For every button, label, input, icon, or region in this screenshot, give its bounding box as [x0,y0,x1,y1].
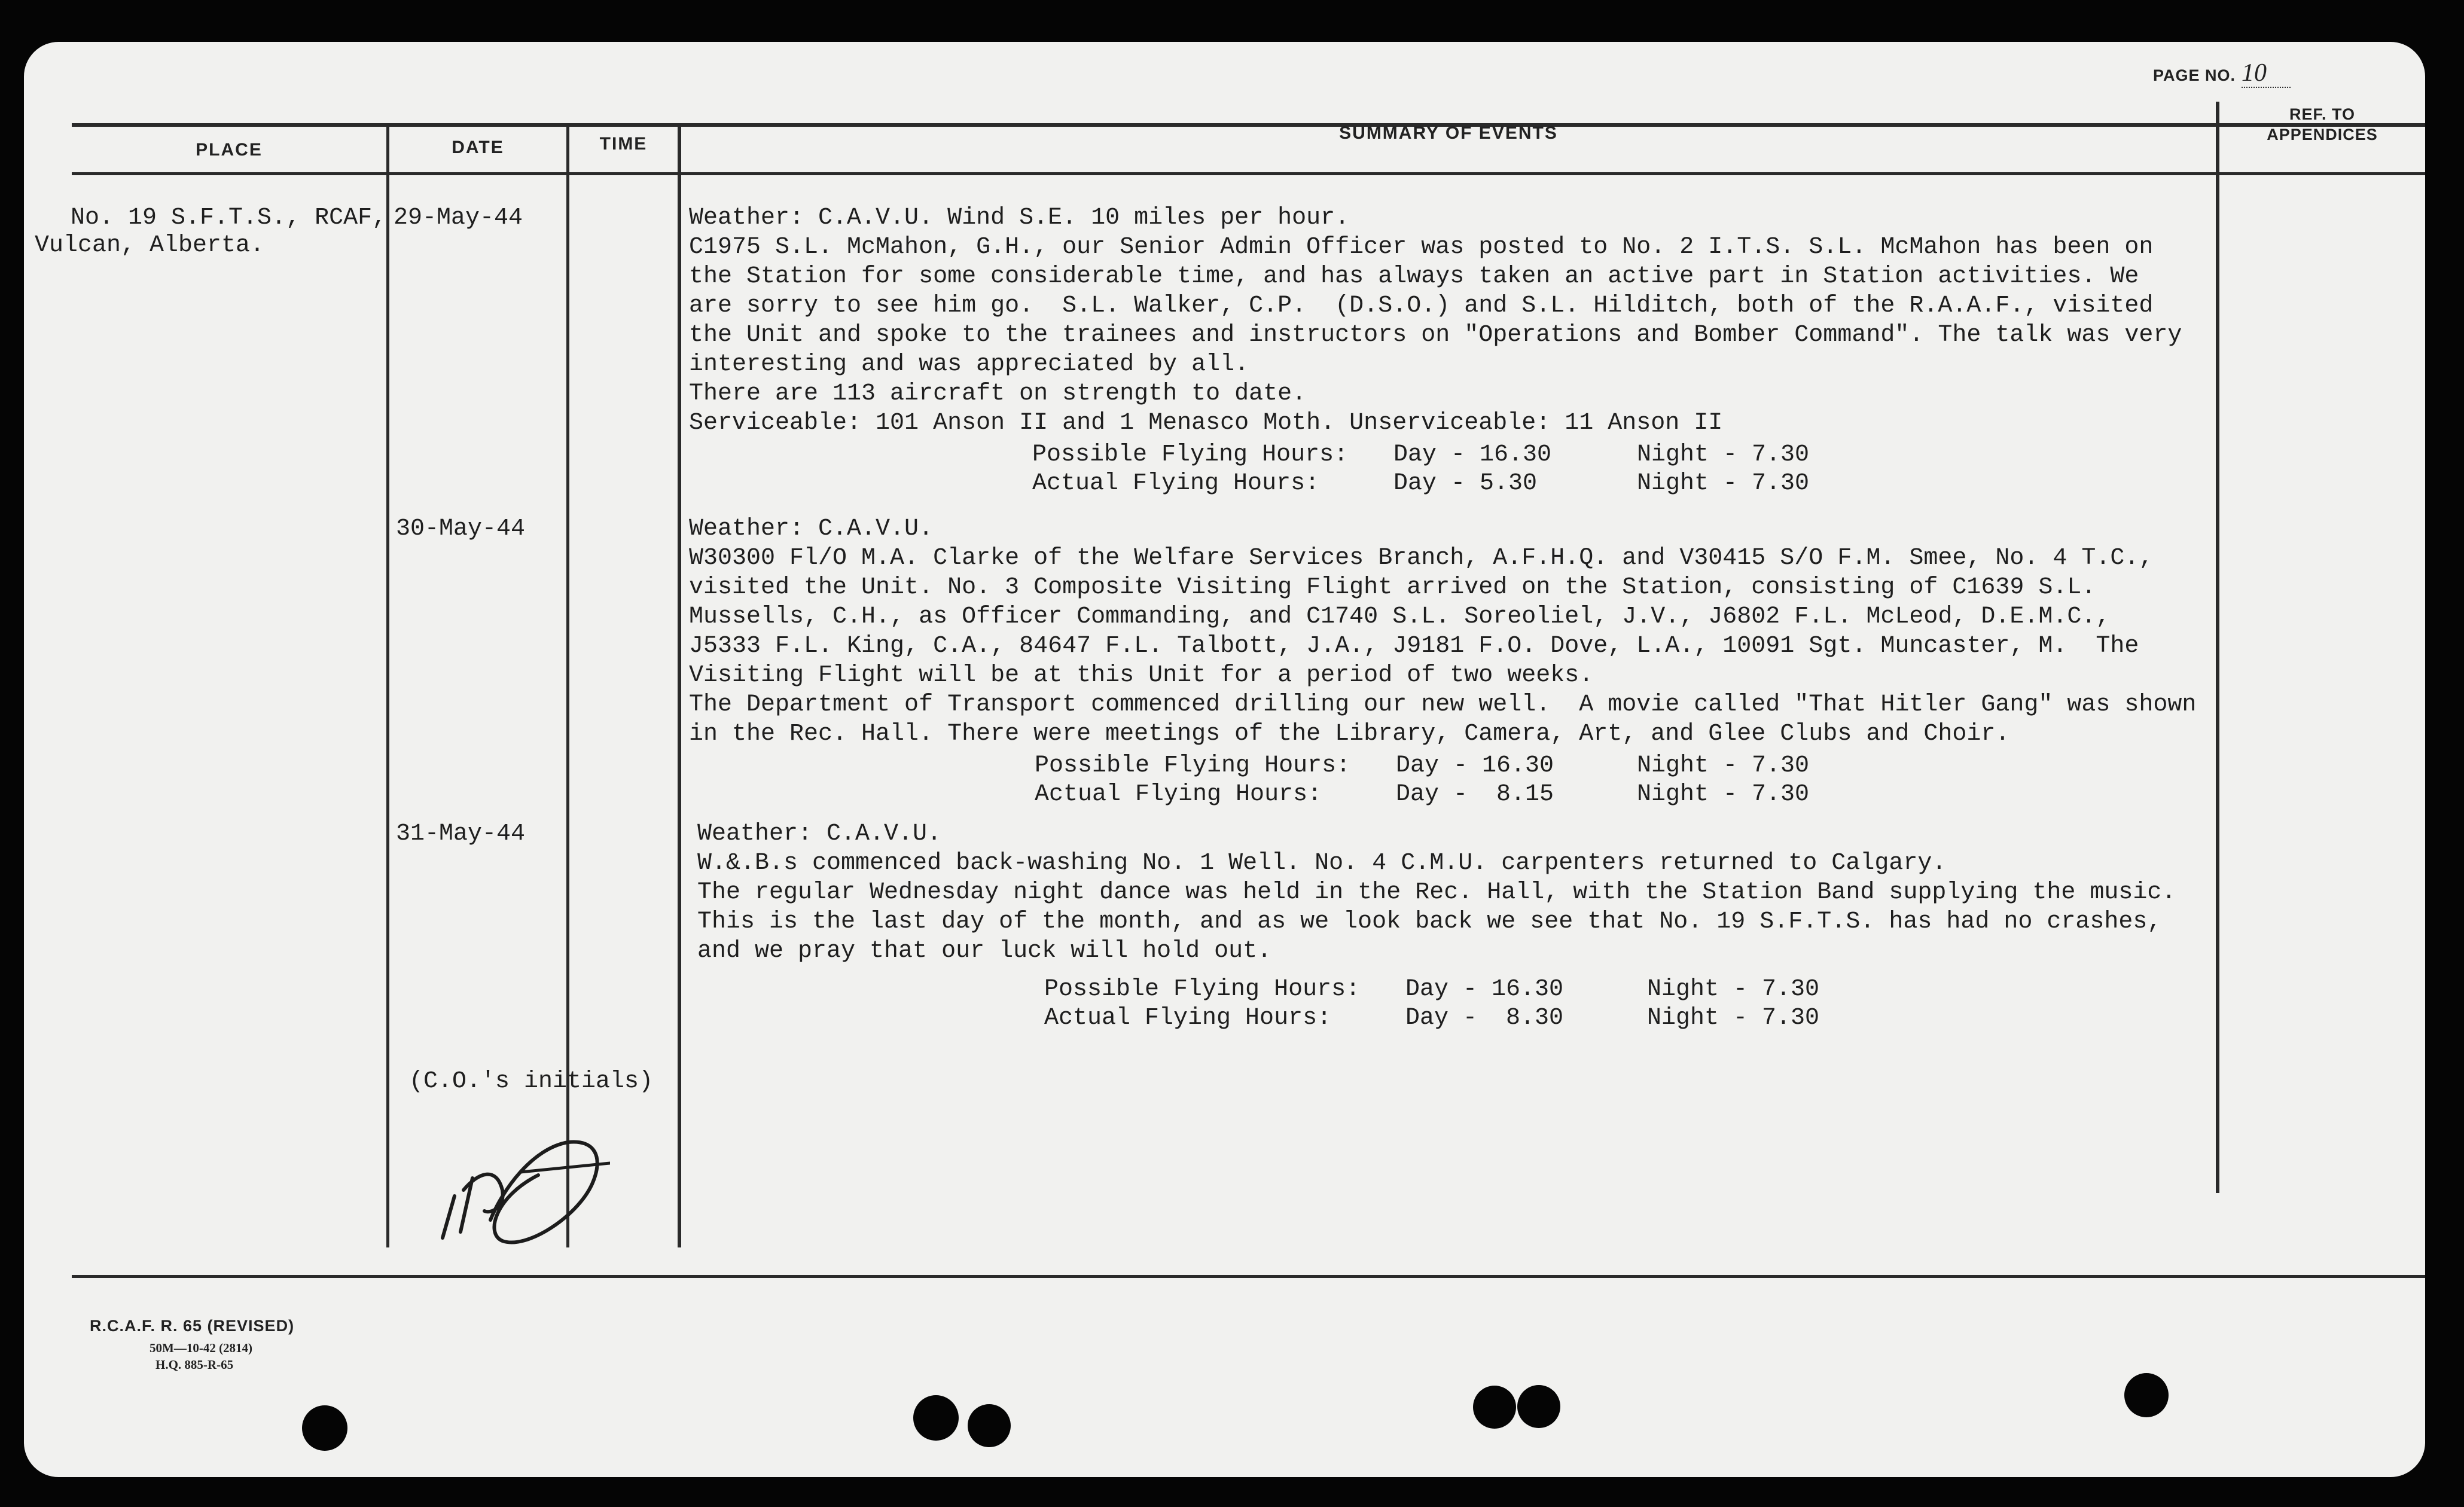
punch-hole [302,1405,347,1451]
column-header-ref-line2: APPENDICES [2267,126,2378,144]
summary-line: The regular Wednesday night dance was held in the Rec. Hall, with the Station Band supplying the music. [697,879,2176,906]
summary-line: Weather: C.A.V.U. Wind S.E. 10 miles per hour. [689,205,1350,231]
summary-line: W30300 Fl/O M.A. Clarke of the Welfare Services Branch, A.F.H.Q. and V30415 S/O F.M. Smee, No. 4 T.C., [689,545,2154,572]
summary-line: W.&.B.s commenced back-washing No. 1 Well. No. 4 C.M.U. carpenters returned to Calgary. [697,850,1947,877]
column-header-summary: SUMMARY OF EVENTS [1339,123,1558,143]
summary-line: the Station for some considerable time, and has always taken an active part in Station activities. We [689,263,2139,290]
actual-hours-day: Day - 5.30 [1393,470,1538,497]
summary-line: interesting and was appreciated by all. [689,351,1249,378]
summary-line: Weather: C.A.V.U. [697,820,942,847]
column-header-place: PLACE [196,140,263,160]
entry-summary [689,203,2182,438]
possible-hours-label: Possible Flying Hours: [1035,752,1351,779]
summary-line: Serviceable: 101 Anson II and 1 Menasco Moth. Unserviceable: 11 Anson II [689,410,1723,437]
footer-rule [72,1275,2425,1278]
actual-hours-label: Actual Flying Hours: [1032,470,1320,497]
actual-hours-day: Day - 8.30 [1405,1005,1564,1032]
place-line-2: Vulcan, Alberta. [35,232,265,259]
possible-hours-night: Night - 7.30 [1637,752,1810,779]
summary-line: J5333 F.L. King, C.A., 84647 F.L. Talbott, J.A., J9181 F.O. Dove, L.A., 10091 Sgt. Muncaster, M. The [689,633,2139,660]
actual-hours-label: Actual Flying Hours: [1035,781,1322,808]
possible-hours-night: Night - 7.30 [1637,441,1810,468]
summary-line: C1975 S.L. McMahon, G.H., our Senior Admin Officer was posted to No. 2 I.T.S. S.L. McMahon has been on [689,234,2154,261]
co-signature [431,1106,610,1262]
column-header-ref-line1: REF. TO [2289,105,2356,123]
possible-hours-day: Day - 16.30 [1405,976,1564,1003]
summary-line: This is the last day of the month, and as we look back we see that No. 19 S.F.T.S. has had no crashes, [697,908,2162,935]
summary-line: in the Rec. Hall. There were meetings of the Library, Camera, Art, and Glee Clubs and Choir. [689,721,2010,748]
actual-hours-label: Actual Flying Hours: [1044,1005,1332,1032]
page-number-value: 10 [2242,59,2291,88]
form-ref-line-3: H.Q. 885-R-65 [155,1357,234,1372]
actual-hours-night: Night - 7.30 [1637,781,1810,808]
punch-hole [1517,1385,1560,1428]
header-bottom-rule [72,172,2425,175]
page-number [2153,59,2368,89]
entry-date: 29-May-44 [394,205,523,231]
possible-hours-day: Day - 16.30 [1393,441,1552,468]
possible-hours-label: Possible Flying Hours: [1032,441,1349,468]
punch-hole [913,1395,959,1441]
place-line-1: No. 19 S.F.T.S., RCAF, [71,205,387,231]
summary-line: are sorry to see him go. S.L. Walker, C.P. (D.S.O.) and S.L. Hilditch, both of the R.A.A.F., visited [689,292,2154,319]
summary-line: The Department of Transport commenced drilling our new well. A movie called "That Hitler Gang" was shown [689,691,2197,718]
column-header-date: DATE [452,138,504,157]
co-initials-label: (C.O.'s initials) [409,1068,654,1095]
actual-hours-day: Day - 8.15 [1396,781,1554,808]
summary-line: There are 113 aircraft on strength to date. [689,380,1307,407]
entry-summary [689,514,2196,749]
actual-hours-night: Night - 7.30 [1637,470,1810,497]
summary-line: Mussells, C.H., as Officer Commanding, and C1740 S.L. Soreoliel, J.V., J6802 F.L. McLeod, D.E.M.C., [689,603,2111,630]
place-date-divider [386,123,389,1247]
time-summary-divider [678,123,681,1247]
punch-hole [2124,1373,2169,1417]
punch-hole [1473,1386,1516,1429]
column-header-time: TIME [599,134,648,154]
page-number-label: PAGE NO. [2153,66,2236,84]
entry-date: 30-May-44 [396,515,526,542]
possible-hours-night: Night - 7.30 [1647,976,1820,1003]
summary-line: visited the Unit. No. 3 Composite Visiting Flight arrived on the Station, consisting of C1639 S.L. [689,574,2096,601]
actual-hours-night: Night - 7.30 [1647,1005,1820,1032]
possible-hours-day: Day - 16.30 [1396,752,1554,779]
summary-ref-divider [2216,102,2219,1193]
summary-line: Visiting Flight will be at this Unit for a period of two weeks. [689,662,1594,689]
punch-hole [968,1404,1011,1447]
diary-form-sheet [24,42,2425,1477]
form-ref-line-1: R.C.A.F. R. 65 (REVISED) [90,1317,295,1335]
entry-date: 31-May-44 [396,820,526,847]
summary-line: and we pray that our luck will hold out. [697,938,1272,965]
summary-line: Weather: C.A.V.U. [689,515,934,542]
possible-hours-label: Possible Flying Hours: [1044,976,1361,1003]
form-ref-line-2: 50M—10-42 (2814) [150,1341,253,1355]
entry-summary [697,819,2176,966]
summary-line: the Unit and spoke to the trainees and instructors on "Operations and Bomber Command". The talk was very [689,322,2182,349]
